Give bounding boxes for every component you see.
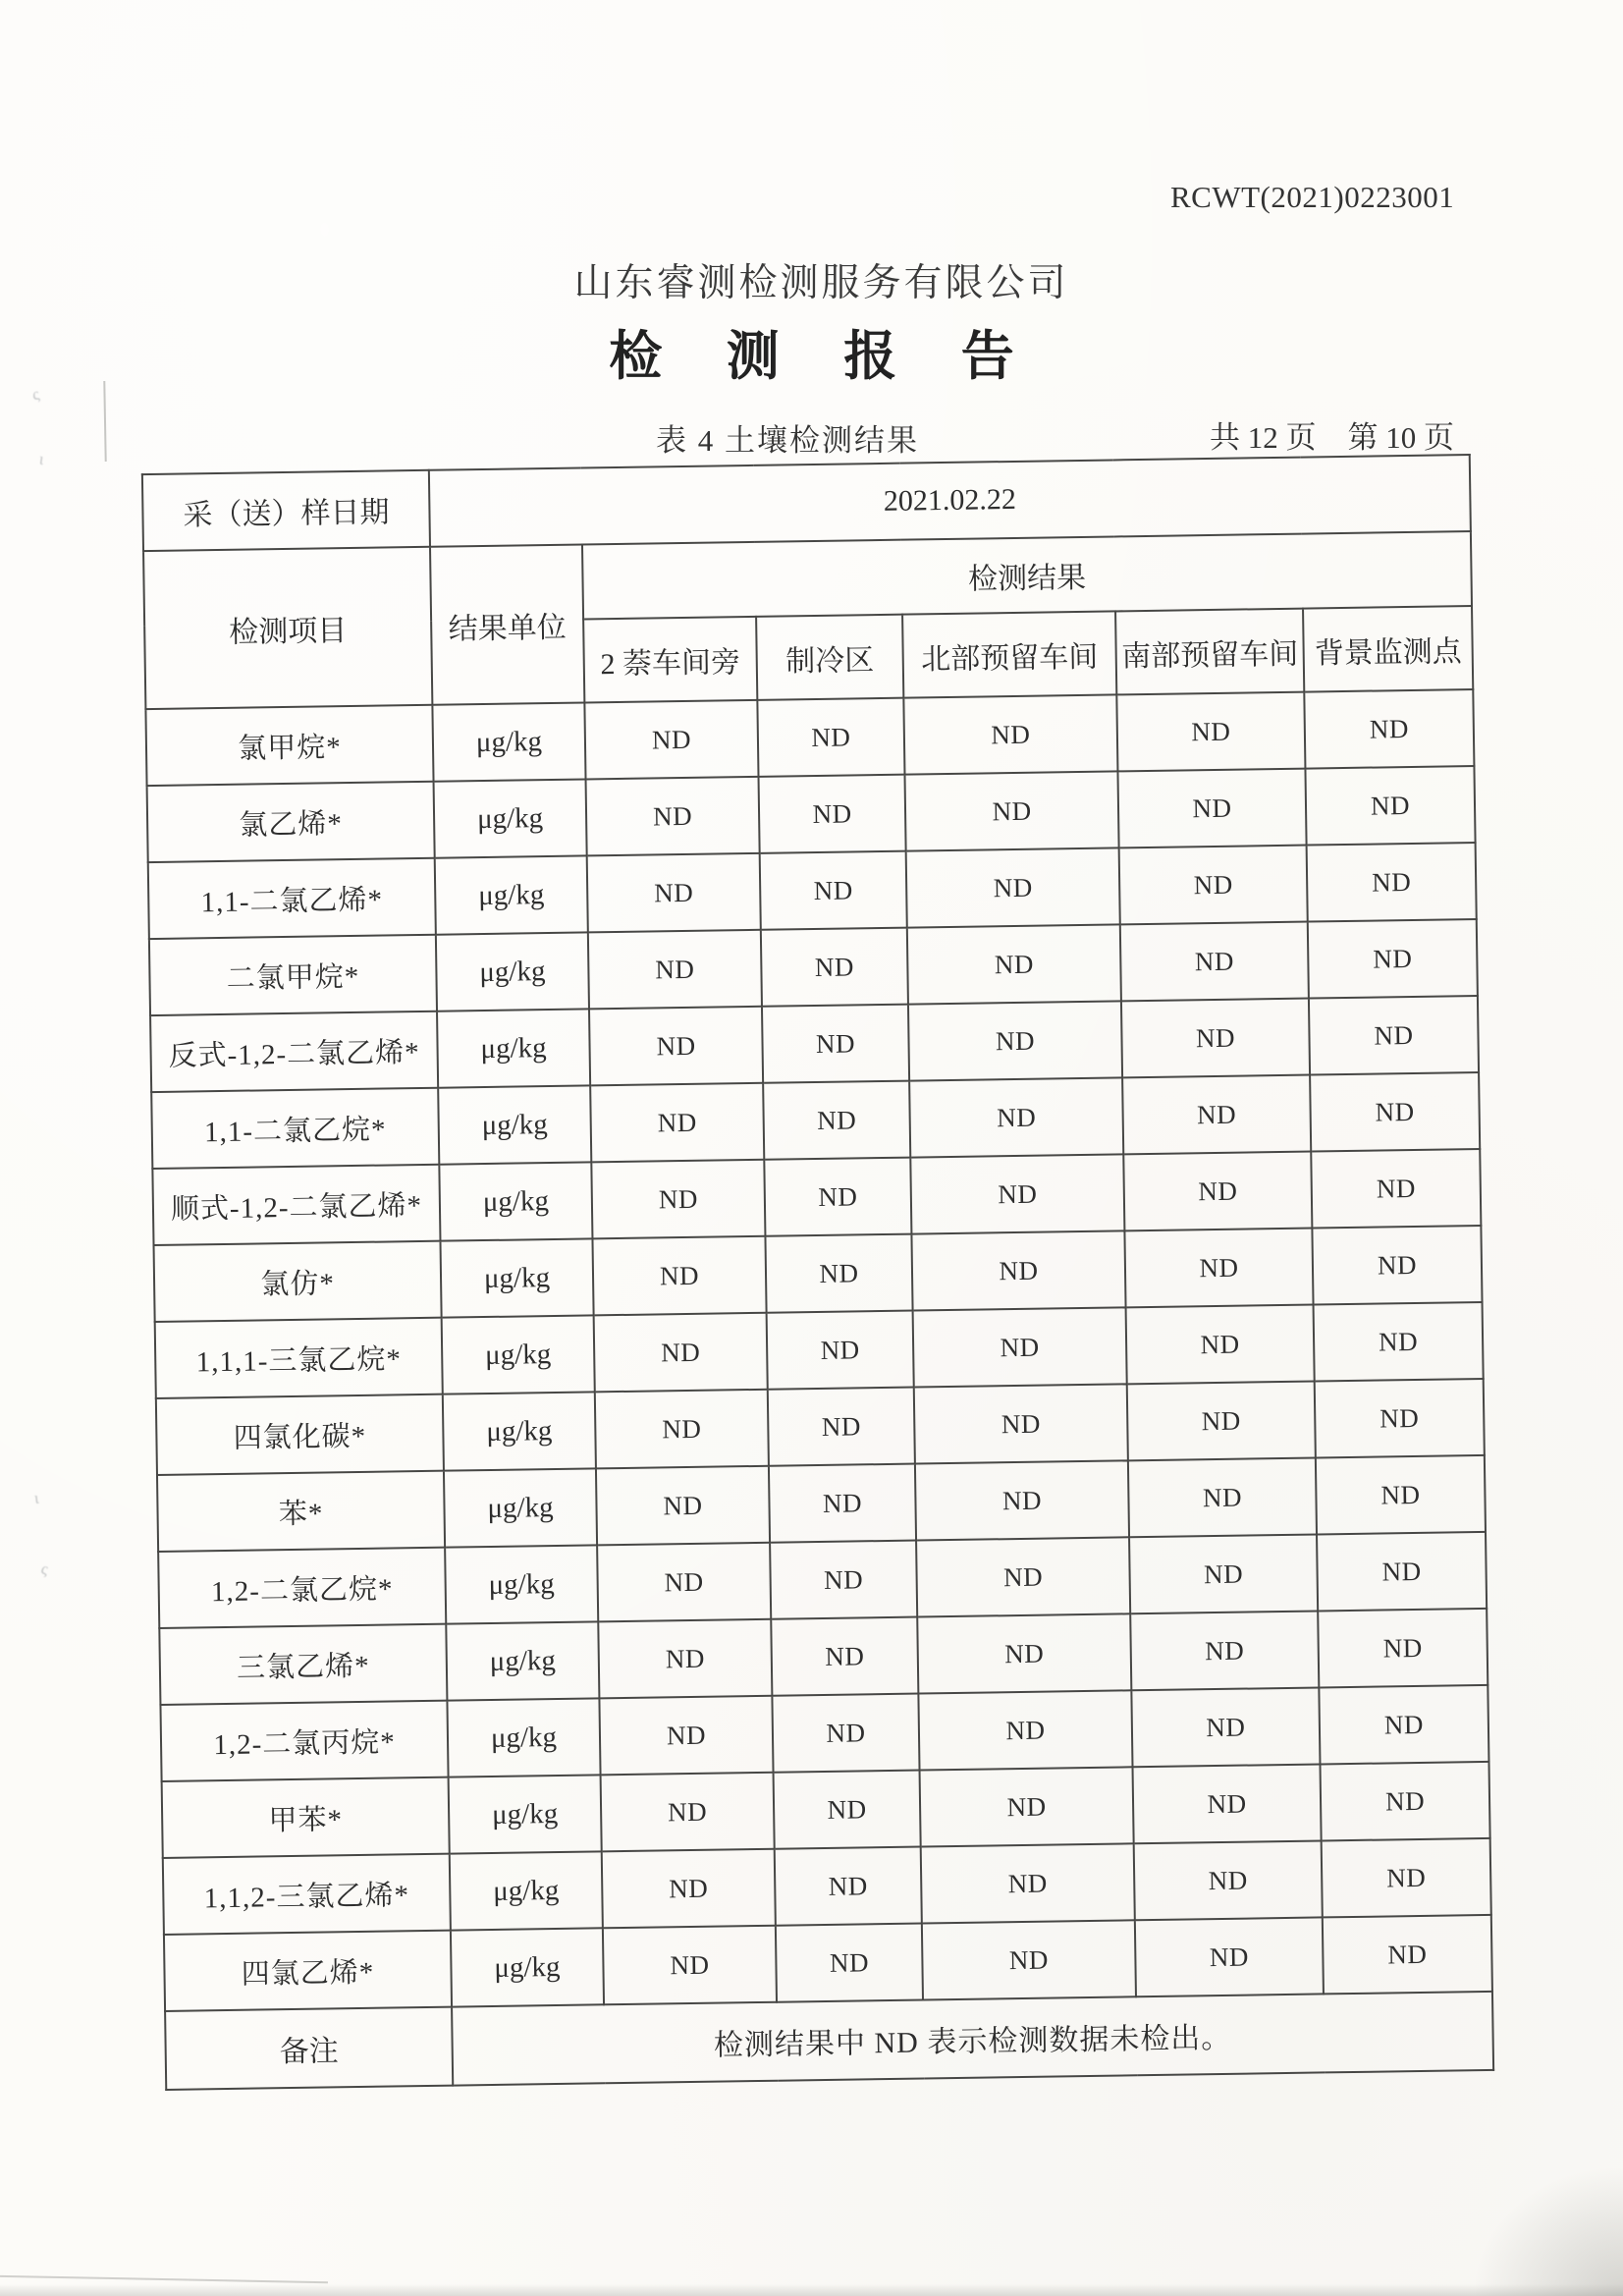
result-value: ND [911,1230,1125,1310]
result-unit: μg/kg [437,1009,590,1087]
pages-total: 共 12 页 [1210,420,1317,455]
result-value: ND [592,1236,766,1316]
result-value: ND [770,1541,917,1619]
result-value: ND [1307,843,1477,922]
result-value: ND [759,775,906,853]
analyte-name: 1,1,2-三氯乙烯* [163,1854,451,1935]
result-value: ND [906,847,1120,927]
result-value: ND [1308,919,1478,999]
result-value: ND [918,1690,1132,1770]
location-header: 背景监测点 [1303,606,1473,692]
item-column-header: 检测项目 [143,547,432,709]
result-value: ND [1120,922,1309,1002]
analyte-name: 二氯甲烷* [149,935,437,1015]
result-value: ND [1316,1455,1486,1535]
result-unit: μg/kg [436,932,589,1011]
result-value: ND [1318,1609,1488,1688]
result-value: ND [602,1849,776,1929]
analyte-name: 氯仿* [154,1241,442,1322]
result-value: ND [1320,1762,1489,1841]
scan-artifact: ι [37,449,45,469]
result-unit: μg/kg [446,1621,599,1700]
result-value: ND [763,1081,910,1160]
result-unit: μg/kg [444,1468,597,1547]
remark-label: 备注 [165,2007,453,2090]
result-value: ND [914,1384,1128,1463]
scan-artifact [103,381,106,462]
analyte-name: 1,2-二氯乙烷* [158,1548,446,1628]
result-value: ND [1315,1379,1485,1458]
result-value: ND [1130,1611,1319,1690]
soil-results-table [141,454,1494,2091]
result-value: ND [1310,1072,1480,1152]
result-value: ND [591,1160,765,1239]
result-value: ND [1309,996,1479,1075]
result-value: ND [903,694,1117,774]
result-unit: μg/kg [450,1851,603,1930]
result-unit: μg/kg [432,702,585,781]
result-value: ND [915,1460,1129,1540]
result-unit: μg/kg [440,1238,593,1317]
result-value: ND [1124,1229,1313,1308]
result-value: ND [1116,692,1305,772]
result-value: ND [1135,1917,1324,1996]
analyte-name: 氯乙烯* [147,782,435,862]
result-unit: μg/kg [442,1315,595,1394]
result-value: ND [764,1158,911,1236]
result-value: ND [1133,1764,1322,1843]
result-value: ND [590,1083,764,1163]
result-value: ND [1131,1687,1320,1767]
results-group-header: 检测结果 [582,531,1472,619]
result-value: ND [908,1001,1122,1080]
company-name: 山东睿测检测服务有限公司 [573,262,1069,304]
analyte-name: 三氯乙烯* [159,1624,447,1705]
result-value: ND [1121,999,1310,1078]
result-value: ND [772,1694,919,1773]
result-value: ND [587,853,761,933]
result-value: ND [601,1773,775,1852]
result-value: ND [907,924,1121,1004]
result-value: ND [594,1313,768,1393]
result-value: ND [1312,1226,1482,1305]
scan-corner-shadow [1476,2168,1623,2296]
result-value: ND [586,777,760,856]
analyte-name: 苯* [157,1471,445,1552]
result-value: ND [922,1920,1136,1999]
result-value: ND [603,1926,777,2005]
analyte-name: 四氯乙烯* [164,1931,452,2011]
result-unit: μg/kg [449,1775,602,1853]
scan-artifact: ς [39,1558,50,1579]
result-unit: μg/kg [445,1545,598,1623]
result-value: ND [904,771,1118,850]
result-value: ND [1123,1152,1312,1231]
result-unit: μg/kg [439,1162,592,1240]
analyte-name: 反式-1,2-二氯乙烯* [150,1011,438,1092]
result-value: ND [776,1924,923,2002]
location-header: 2 萘车间旁 [583,617,757,703]
result-value: ND [598,1619,772,1699]
result-value: ND [909,1077,1123,1157]
result-value: ND [768,1388,915,1466]
scan-artifact: ι [32,1488,40,1508]
result-value: ND [920,1767,1134,1846]
result-value: ND [769,1464,916,1543]
result-value: ND [1128,1458,1317,1538]
result-unit: μg/kg [435,855,588,934]
analyte-name: 1,1-二氯乙烯* [148,858,436,939]
result-value: ND [597,1543,771,1622]
scan-edge-shadow [0,2284,1623,2296]
report-title: 检 测 报 告 [609,327,1040,386]
result-value: ND [1317,1532,1487,1612]
result-unit: μg/kg [451,1928,604,2006]
result-unit: μg/kg [438,1085,591,1164]
analyte-name: 1,2-二氯丙烷* [160,1701,448,1781]
sample-date-label: 采（送）样日期 [142,470,430,551]
result-value: ND [1129,1534,1318,1613]
location-header: 制冷区 [756,615,903,700]
result-value: ND [599,1696,773,1776]
result-value: ND [1304,689,1474,769]
result-value: ND [1305,766,1475,846]
result-value: ND [1311,1149,1481,1229]
result-value: ND [913,1307,1127,1387]
result-value: ND [1134,1840,1323,1920]
analyte-name: 四氯化碳* [156,1394,444,1475]
result-value: ND [1126,1305,1315,1385]
unit-column-header: 结果单位 [430,544,584,704]
result-unit: μg/kg [447,1698,600,1777]
result-value: ND [584,700,758,780]
analyte-name: 氯甲烷* [145,705,433,786]
result-value: ND [595,1390,769,1469]
result-value: ND [589,1007,763,1086]
analyte-name: 顺式-1,2-二氯乙烯* [152,1165,440,1245]
result-value: ND [588,930,762,1010]
result-value: ND [765,1234,912,1313]
location-header: 南部预留车间 [1115,609,1304,695]
result-value: ND [1127,1382,1316,1461]
result-value: ND [1122,1075,1311,1155]
result-unit: μg/kg [443,1392,596,1470]
remark-text: 检测结果中 ND 表示检测数据未检出。 [452,1992,1493,2086]
result-value: ND [596,1466,770,1546]
page-current: 第 10 页 [1347,420,1454,455]
result-value: ND [775,1847,922,1926]
result-value: ND [762,1005,909,1083]
result-value: ND [1117,769,1306,848]
result-value: ND [1322,1838,1491,1918]
pagination [1210,412,1454,457]
result-value: ND [761,928,908,1007]
report-number: RCWT(2021)0223001 [1170,180,1455,214]
analyte-name: 甲苯* [162,1777,450,1858]
result-value: ND [910,1154,1124,1233]
scan-artifact [0,2275,328,2284]
result-value: ND [921,1843,1135,1923]
analyte-name: 1,1,1-三氯乙烷* [155,1318,443,1398]
location-header: 北部预留车间 [902,611,1116,697]
result-unit: μg/kg [434,779,587,857]
result-value: ND [771,1617,918,1696]
result-value: ND [757,698,904,777]
result-value: ND [760,851,907,930]
analyte-name: 1,1-二氯乙烷* [151,1088,439,1169]
result-value: ND [917,1613,1131,1693]
result-value: ND [774,1771,921,1849]
result-value: ND [916,1537,1130,1616]
table-caption: 表 4 土壤检测结果 [656,423,919,458]
result-value: ND [1323,1915,1492,1995]
result-value: ND [1119,846,1308,925]
result-value: ND [1314,1302,1484,1382]
scan-artifact: ς [29,384,41,405]
result-value: ND [767,1311,914,1390]
result-value: ND [1319,1685,1488,1765]
sample-date-value: 2021.02.22 [429,455,1471,547]
